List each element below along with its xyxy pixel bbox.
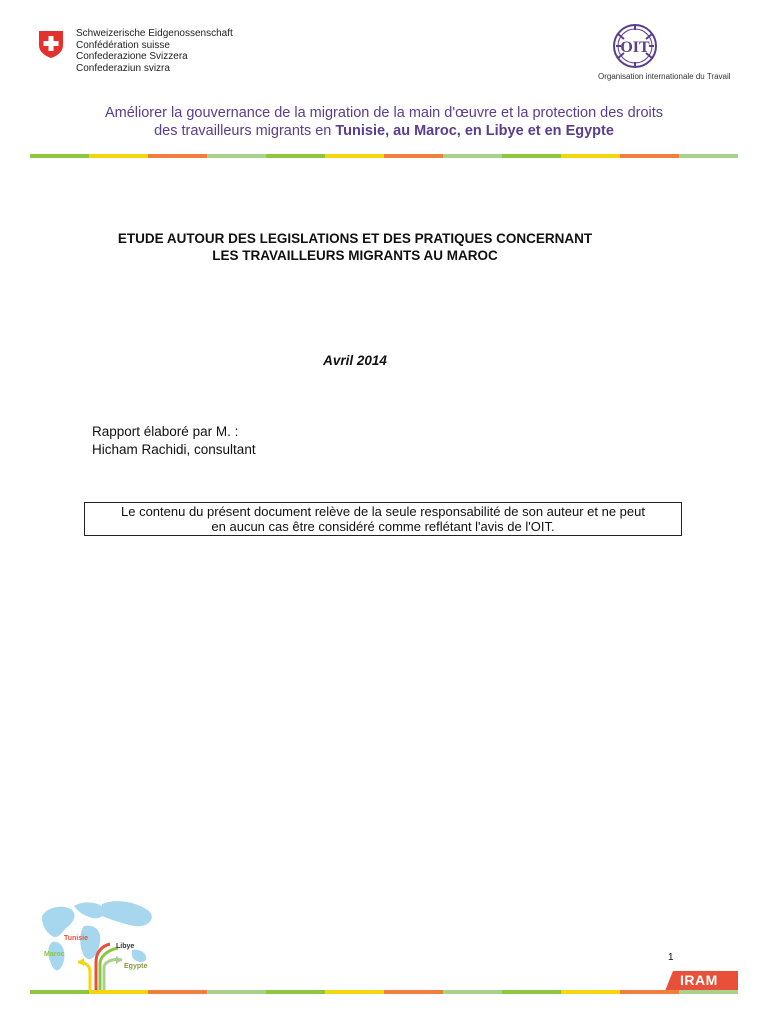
stripe-segment [561, 154, 620, 158]
stripe-segment [207, 990, 266, 994]
stripe-segment [325, 154, 384, 158]
stripe-segment [443, 990, 502, 994]
stripe-segment [148, 154, 207, 158]
stripe-segment [266, 990, 325, 994]
project-banner [0, 104, 768, 140]
swiss-name-line: Confederaziun svizra [76, 62, 170, 74]
stripe-segment [502, 990, 561, 994]
swiss-flag-logo [37, 29, 65, 59]
stripe-segment [384, 990, 443, 994]
iram-label: IRAM [680, 972, 718, 988]
swiss-confederation-names [76, 28, 233, 74]
project-map-logo [38, 898, 156, 994]
stripe-segment [384, 154, 443, 158]
banner-line-2-prefix: des travailleurs migrants en [154, 123, 336, 139]
stripe-segment [679, 154, 738, 158]
document-date: Avril 2014 [323, 353, 387, 368]
page-number: 1 [668, 952, 674, 963]
author-name: Hicham Rachidi, consultant [92, 442, 256, 457]
document-title [0, 230, 710, 264]
color-stripe-top [30, 154, 738, 158]
swiss-name-line: Schweizerische Eidgenossenschaft [76, 28, 233, 39]
stripe-segment [266, 154, 325, 158]
map-label-tunisie: Tunisie [64, 935, 88, 942]
document-title-line-2: LES TRAVAILLEURS MIGRANTS AU MAROC [212, 248, 498, 263]
stripe-segment [679, 990, 738, 994]
stripe-segment [89, 154, 148, 158]
stripe-segment [148, 990, 207, 994]
author-block [92, 423, 256, 459]
disclaimer-line-1: Le contenu du présent document relève de la seule responsabilité de son auteur et ne peut [121, 504, 645, 519]
swiss-name-line: Confederazione Svizzera [76, 51, 188, 62]
stripe-segment [561, 990, 620, 994]
banner-line-1: Améliorer la gouvernance de la migration de la main d'œuvre et la protection des droits [104, 105, 664, 121]
ilo-organisation-name: Organisation internationale du Travail [598, 72, 731, 81]
stripe-segment [502, 154, 561, 158]
map-label-maroc: Maroc [44, 951, 65, 958]
ilo-logo-text: OIT [620, 39, 650, 56]
banner-line-2 [0, 122, 768, 140]
swiss-name-line: Confédération suisse [76, 39, 170, 51]
author-intro: Rapport élaboré par M. : [92, 424, 239, 439]
color-stripe-bottom [30, 990, 738, 994]
stripe-segment [620, 154, 679, 158]
disclaimer-box [84, 502, 682, 536]
banner-countries: Tunisie, au Maroc, en Libye et en Egypte [335, 123, 614, 139]
document-title-line-1: ETUDE AUTOUR DES LEGISLATIONS ET DES PRATIQUES CONCERNANT [117, 231, 593, 246]
stripe-segment [325, 990, 384, 994]
stripe-segment [207, 154, 266, 158]
stripe-segment [89, 990, 148, 994]
stripe-segment [30, 990, 89, 994]
disclaimer-line-2: en aucun cas être considéré comme reflétant l'avis de l'OIT. [211, 519, 555, 534]
map-label-egypte: Egypte [124, 963, 148, 970]
stripe-segment [620, 990, 679, 994]
stripe-segment [443, 154, 502, 158]
stripe-segment [30, 154, 89, 158]
map-label-libye: Libye [116, 943, 135, 950]
ilo-logo [606, 22, 664, 70]
